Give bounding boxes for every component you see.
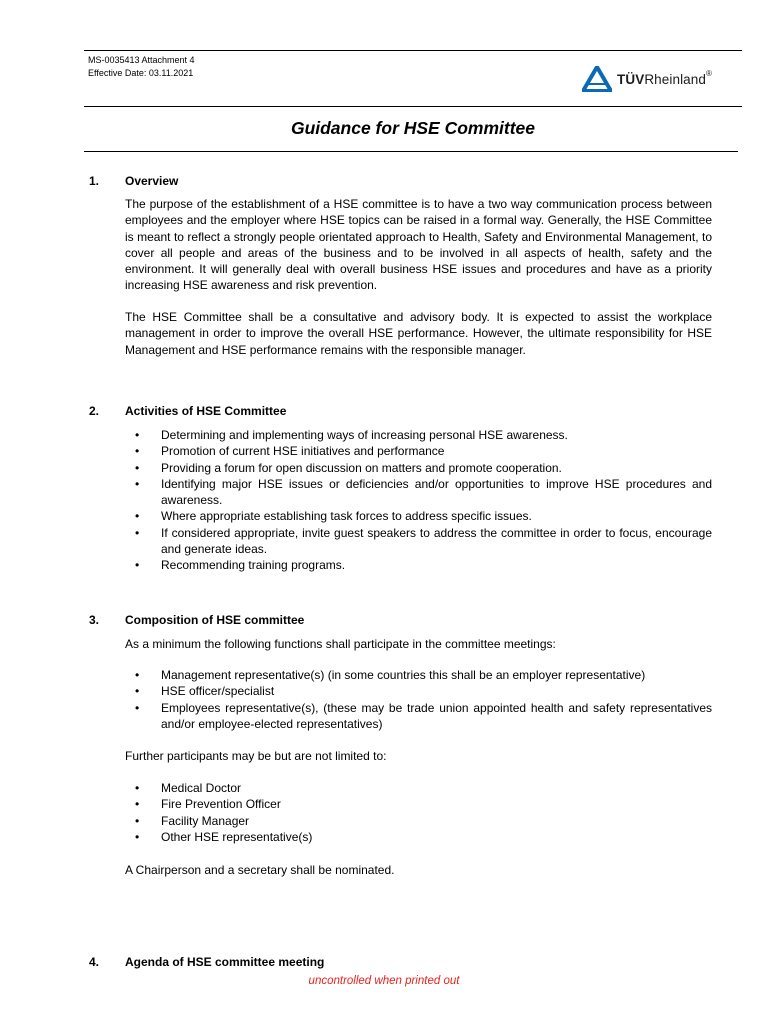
header-top-rule bbox=[84, 50, 742, 51]
uncontrolled-copy-notice: uncontrolled when printed out bbox=[308, 975, 460, 987]
list-item: • Identifying major HSE issues or deficiencies and/or opportunities to improve HSE procedures and awareness. bbox=[135, 476, 712, 508]
section-1-paragraph-2: The HSE Committee shall be a consultative and advisory body. It is expected to assist the workplace management in order to improve the overall HSE performance. However, the ultimate responsibility for HSE Management and HSE performance remains with the responsible manager. bbox=[125, 310, 712, 357]
header-bottom-rule bbox=[84, 106, 742, 107]
section-4-number: 4. bbox=[89, 955, 100, 969]
bullet-icon: • bbox=[135, 444, 140, 459]
bullet-icon: • bbox=[135, 509, 140, 524]
bullet-icon: • bbox=[135, 558, 140, 573]
bullet-icon: • bbox=[135, 684, 140, 699]
section-4-heading: Agenda of HSE committee meeting bbox=[125, 955, 325, 969]
bullet-icon: • bbox=[135, 476, 140, 491]
list-item: • Fire Prevention Officer bbox=[135, 797, 281, 812]
list-item: • Providing a forum for open discussion on matters and promote cooperation. bbox=[135, 460, 562, 475]
bullet-icon: • bbox=[135, 700, 140, 715]
logo-registered-mark: ® bbox=[706, 68, 713, 78]
section-3-number: 3. bbox=[89, 613, 100, 627]
effective-date: Effective Date: 03.11.2021 bbox=[88, 68, 194, 78]
composition-list bbox=[125, 667, 712, 732]
list-item: • Facility Manager bbox=[135, 813, 250, 828]
section-2-number: 2. bbox=[89, 404, 100, 418]
list-item: • Employees representative(s), (these may be trade union appointed health and safety representatives and/or employee-elected representatives) bbox=[135, 700, 712, 731]
tuv-rheinland-logo bbox=[582, 64, 712, 94]
further-participants-list bbox=[125, 780, 712, 845]
section-3-heading: Composition of HSE committee bbox=[125, 613, 305, 627]
list-item: • Other HSE representative(s) bbox=[135, 829, 313, 844]
bullet-icon: • bbox=[135, 460, 140, 475]
list-item: • HSE officer/specialist bbox=[135, 684, 275, 699]
section-1-number: 1. bbox=[89, 174, 100, 188]
section-1-heading: Overview bbox=[125, 174, 179, 188]
logo-brand-bold: TÜV bbox=[617, 71, 645, 87]
document-id: MS-0035413 Attachment 4 bbox=[88, 55, 195, 65]
list-item: • Recommending training programs. bbox=[135, 558, 346, 573]
list-item: • Medical Doctor bbox=[135, 781, 242, 795]
bullet-icon: • bbox=[135, 428, 140, 442]
list-item: • If considered appropriate, invite guest speakers to address the committee in order to focus, encourage and generate ideas. bbox=[135, 525, 712, 557]
tuv-triangle-logo-icon bbox=[582, 66, 612, 92]
activities-list bbox=[125, 427, 712, 574]
section-1-paragraph-1: The purpose of the establishment of a HSE committee is to have a two way communication process between employees and the employer where HSE topics can be raised in a formal way. Generally, the HSE Committee is meant to reflect a strongly people orientated approach to Health, Safety and Environmental Management, to cover all people and areas of the business and to be involved in all aspects of health, safety and the environment. It will generally deal with overall business HSE issues and procedures and have as a priority increasing HSE awareness and risk prevention. bbox=[125, 197, 712, 293]
list-item: • Promotion of current HSE initiatives and performance bbox=[135, 444, 445, 459]
title-rule bbox=[84, 151, 738, 152]
logo-wordmark bbox=[617, 68, 713, 87]
bullet-icon: • bbox=[135, 781, 140, 795]
bullet-icon: • bbox=[135, 829, 140, 844]
bullet-icon: • bbox=[135, 525, 140, 540]
logo-brand-rest: Rheinland bbox=[644, 71, 707, 87]
section-3-intro: As a minimum the following functions shall participate in the committee meetings: bbox=[125, 637, 556, 651]
bullet-icon: • bbox=[135, 668, 140, 682]
bullet-icon: • bbox=[135, 813, 140, 828]
section-3-further-intro: Further participants may be but are not limited to: bbox=[125, 749, 387, 763]
page-title: Guidance for HSE Committee bbox=[290, 118, 536, 138]
list-item: • Where appropriate establishing task forces to address specific issues. bbox=[135, 509, 532, 524]
section-3-closing: A Chairperson and a secretary shall be nominated. bbox=[125, 863, 395, 877]
list-item: • Determining and implementing ways of increasing personal HSE awareness. bbox=[135, 428, 568, 442]
section-2-heading: Activities of HSE Committee bbox=[125, 404, 287, 418]
list-item: • Management representative(s) (in some countries this shall be an employer representative) bbox=[135, 668, 646, 682]
document-reference bbox=[88, 54, 195, 80]
bullet-icon: • bbox=[135, 797, 140, 812]
